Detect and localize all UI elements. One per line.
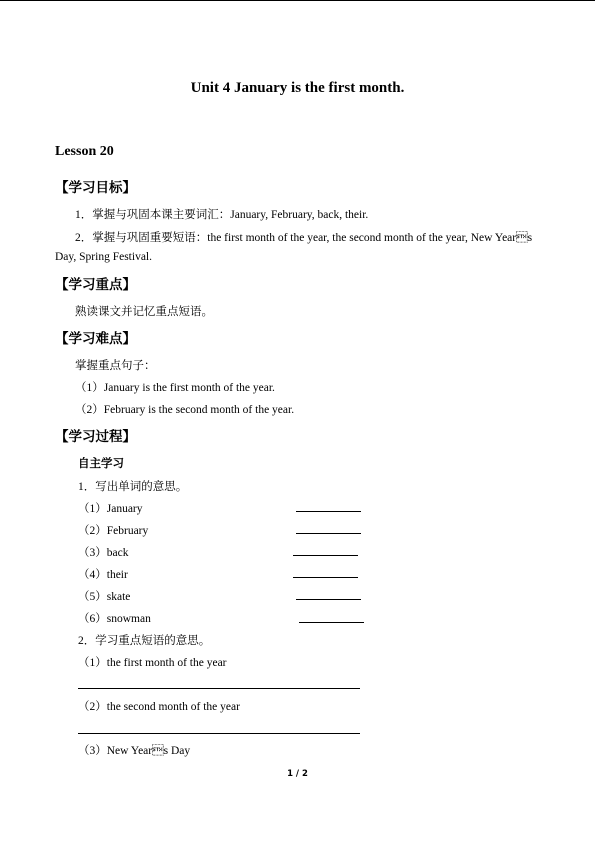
lesson-heading: Lesson 20: [55, 144, 114, 159]
phrase-item: （3）New Years Day: [78, 745, 191, 757]
answer-line[interactable]: [78, 733, 360, 734]
difficulty-sentence-1: （1）January is the first month of the year.: [75, 382, 275, 394]
goal-item-2-continued: Day, Spring Festival.: [55, 251, 152, 263]
difficulties-intro: 掌握重点句子：: [75, 360, 156, 372]
word-item: （6）snowman: [78, 613, 151, 625]
section-heading-process: 【学习过程】: [55, 429, 136, 445]
answer-blank[interactable]: [296, 533, 361, 534]
document-title: Unit 4 January is the first month.: [190, 80, 405, 96]
goal-item-1: 1．掌握与巩固本课主要词汇：January, February, back, their.: [75, 209, 369, 221]
answer-blank[interactable]: [293, 555, 358, 556]
word-item: （2）February: [78, 525, 149, 537]
phrase-item: （1）the first month of the year: [78, 657, 227, 669]
answer-blank[interactable]: [293, 577, 358, 578]
answer-blank[interactable]: [296, 599, 361, 600]
goal-item-2: 2．掌握与巩固重要短语：the first month of the year, the second month of the year, New Years: [75, 232, 533, 244]
task-1-label: 1．写出单词的意思。: [78, 481, 188, 493]
section-heading-goals: 【学习目标】: [55, 180, 136, 196]
section-heading-key-points: 【学习重点】: [55, 277, 136, 293]
word-item: （5）skate: [78, 591, 131, 603]
difficulty-sentence-2: （2）February is the second month of the year.: [75, 404, 295, 416]
answer-blank[interactable]: [296, 511, 361, 512]
section-heading-difficulties: 【学习难点】: [55, 331, 136, 347]
page-top-border: [0, 0, 595, 1]
task-2-label: 2．学习重点短语的意思。: [78, 635, 211, 647]
answer-line[interactable]: [78, 688, 360, 689]
word-item: （1）January: [78, 503, 143, 515]
self-study-subheading: 自主学习: [78, 456, 124, 470]
page-number: 1 / 2: [287, 769, 308, 779]
word-item: （4）their: [78, 569, 128, 581]
phrase-item: （2）the second month of the year: [78, 701, 240, 713]
key-points-text: 熟读课文并记忆重点短语。: [75, 306, 213, 318]
answer-blank[interactable]: [299, 622, 364, 623]
word-item: （3）back: [78, 547, 129, 559]
